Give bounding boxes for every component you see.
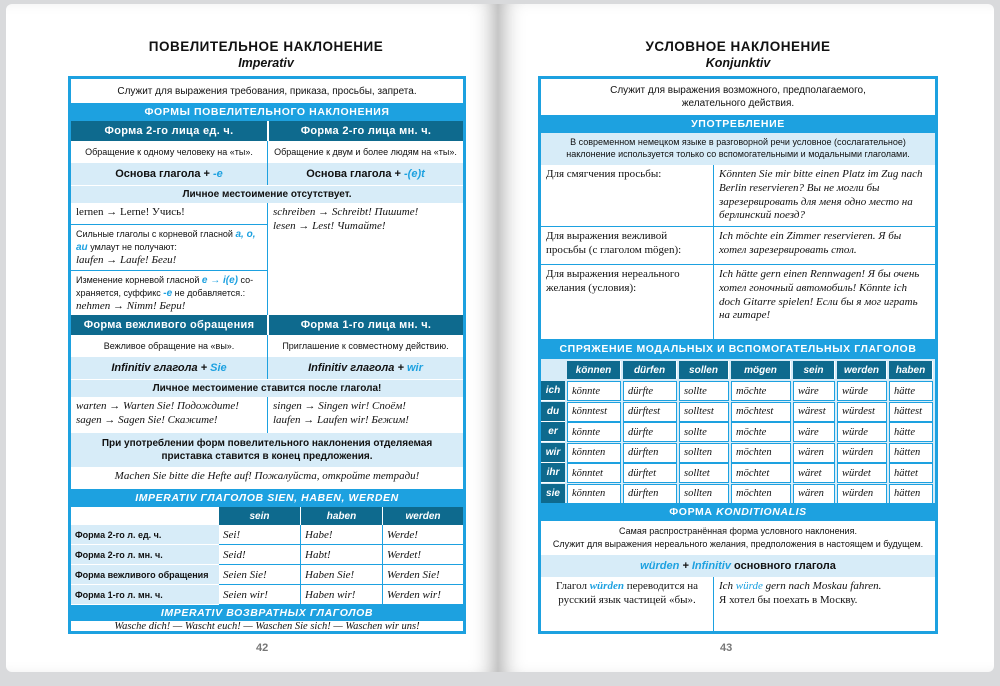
conj-cell: hätten: [889, 443, 933, 463]
col-sein: sein: [219, 507, 301, 525]
kond-example-word: würde: [735, 580, 763, 592]
conj-cell: hätten: [889, 484, 933, 504]
kond-header-text: ФОРМА: [669, 506, 713, 518]
table-cell: Seien Sie!: [219, 565, 301, 585]
use-example: Könnten Sie mir bitte einen Platz im Zug nach Berlin reservieren? Вы не могли бы зарезервировать для меня одно место на берлинский поезд?: [713, 165, 935, 227]
conj-cell: dürfte: [623, 381, 677, 401]
row-label: Форма вежливого обращения: [71, 565, 219, 585]
stem-pl-formula: [267, 163, 463, 185]
kond-note-text-2: переводится на русский язык частицей «бы».: [558, 580, 699, 606]
row-label: Форма 2-го л. ед. ч.: [71, 525, 219, 545]
change-note-suffix: -e: [163, 288, 173, 299]
kond-header-term: KONDITIONALIS: [716, 506, 807, 518]
pronoun-cell: sie: [541, 484, 565, 504]
intro-text: Служит для выражения возможного, предполагаемого, желательного действия.: [610, 85, 866, 109]
kond-formula-plus: +: [682, 560, 689, 572]
col-werden: werden: [383, 507, 463, 525]
usage-header: УПОТРЕБЛЕНИЕ: [541, 115, 935, 133]
example-lernen: lernen → Lerne! Учись!: [71, 203, 267, 225]
example-laufen-wir: laufen → Laufen wir! Бежим!: [273, 413, 409, 426]
prefix-note: При употреблении форм повелительного наклонения отделяемая приставка ставится в конец предложения.: [71, 433, 463, 467]
inf-wir-label: Infinitiv глагола +: [308, 362, 404, 374]
page-subtitle: Konjunktiv: [705, 56, 771, 70]
conj-cell: möchtest: [731, 402, 791, 422]
strong-verbs-note: [71, 225, 267, 271]
conj-cell: wäre: [793, 381, 835, 401]
table-cell: Habe!: [301, 525, 383, 545]
kond-note: [541, 577, 713, 631]
table-cell: Werde!: [383, 525, 463, 545]
example-lesen: lesen → Lest! Читайте!: [273, 219, 386, 232]
imp-verbs-header: IMPERATIV ГЛАГОЛОВ SIEN, HABEN, WERDEN: [71, 489, 463, 507]
table-cell: Habt!: [301, 545, 383, 565]
col-moegen: mögen: [731, 361, 791, 379]
use-label: Для выражения нереального желания (условия):: [546, 268, 680, 294]
form1pl-header: Форма 1-го лица мн. ч.: [269, 315, 463, 335]
right-page: [498, 4, 994, 672]
conj-cell: dürften: [623, 443, 677, 463]
page-number: 43: [720, 642, 733, 654]
conj-cell: dürften: [623, 484, 677, 504]
example-laufen: laufen → Laufe! Беги!: [76, 254, 177, 266]
kond-example-text: gern nach Moskau fahren.: [765, 580, 882, 592]
strong-note-vowels: a, o, au: [76, 229, 256, 253]
inf-wir-pronoun: wir: [406, 362, 423, 374]
conj-cell: solltet: [679, 463, 729, 483]
table-cell: Haben Sie!: [301, 565, 383, 585]
conj-cell: möchtet: [731, 463, 791, 483]
page-number: 42: [256, 642, 269, 654]
change-note-text-2: со-храняется, суффикс: [76, 275, 254, 298]
conj-cell: möchten: [731, 484, 791, 504]
conj-cell: möchten: [731, 443, 791, 463]
use-label: Для смягчения просьбы:: [541, 165, 713, 227]
plural-examples: [267, 203, 463, 315]
pronoun-cell: du: [541, 402, 565, 422]
conj-table: [541, 359, 935, 503]
kond-description: [541, 521, 935, 555]
conj-cell: wären: [793, 484, 835, 504]
row-label: Форма 1-го л. мн. ч.: [71, 585, 219, 605]
table-cell: Haben wir!: [301, 585, 383, 605]
reflexive-header: IMPERATIV ВОЗВРАТНЫХ ГЛАГОЛОВ: [71, 605, 463, 621]
kond-formula-wuerden: würden: [640, 560, 680, 572]
kond-note-word: würden: [589, 580, 624, 592]
prefix-example: Machen Sie bitte die Hefte auf! Пожалуйста, откройте тетради!: [114, 470, 420, 482]
imperativ-table: [68, 76, 466, 634]
conj-cell: könnte: [567, 381, 621, 401]
form2sg-header: Форма 2-го лица ед. ч.: [71, 121, 267, 141]
conj-cell: möchte: [731, 422, 791, 442]
conj-cell: könnte: [567, 422, 621, 442]
kond-formula-rest: основного глагола: [734, 560, 836, 572]
kond-header: [541, 503, 935, 521]
example-sagen: sagen → Sagen Sie! Скажите!: [76, 413, 218, 426]
table-cell: Werdet!: [383, 545, 463, 565]
conj-cell: wären: [793, 443, 835, 463]
open-book: [6, 4, 994, 680]
no-pronoun-note: Личное местоимение отсутствует.: [71, 185, 463, 203]
pronoun-cell: ihr: [541, 463, 565, 483]
conj-cell: würdet: [837, 463, 887, 483]
konjunktiv-table: [538, 76, 938, 634]
stem-sg-formula: [71, 163, 267, 185]
intro-text: Служит для выражения требования, приказа, просьбы, запрета.: [117, 85, 417, 97]
example-singen: singen → Singen wir! Споём!: [273, 400, 406, 412]
inf-wir-formula: [267, 357, 463, 379]
inf-sie-pronoun: Sie: [210, 362, 227, 374]
conj-cell: könntet: [567, 463, 621, 483]
polite-form-header: Форма вежливого обращения: [71, 315, 267, 335]
kond-example: [713, 577, 935, 631]
pronoun-cell: wir: [541, 443, 565, 463]
forms-header: ФОРМЫ ПОВЕЛИТЕЛЬНОГО НАКЛОНЕНИЯ: [71, 103, 463, 121]
form2sg-desc: Обращение к одному человеку на «ты».: [85, 147, 253, 157]
kond-formula: [541, 555, 935, 577]
stem-pl-label: Основа глагола +: [306, 168, 401, 180]
strong-note-text: Сильные глаголы с корневой гласной: [76, 229, 233, 239]
vowel-change-note: [71, 271, 267, 315]
use-example: Ich möchte ein Zimmer reservieren. Я бы хотел зарезервировать стол.: [713, 227, 935, 265]
inf-sie-label: Infinitiv глагола +: [111, 362, 208, 374]
conj-cell: wärest: [793, 402, 835, 422]
conj-cell: würden: [837, 484, 887, 504]
reflexive-example: Wasche dich! — Wascht euch! — Waschen Sie sich! — Waschen wir uns!: [114, 621, 420, 632]
conj-cell: könnten: [567, 443, 621, 463]
table-cell: Werden wir!: [383, 585, 463, 605]
change-note-vowels: e → i(e): [201, 275, 238, 286]
conj-cell: wäre: [793, 422, 835, 442]
col-haben: haben: [889, 361, 933, 379]
conj-cell: wäret: [793, 463, 835, 483]
stem-sg-label: Основа глагола +: [115, 168, 210, 180]
conj-cell: könnten: [567, 484, 621, 504]
use-label: Для выражения вежливой просьбы (с глаголом mögen):: [541, 227, 713, 265]
pronoun-cell: er: [541, 422, 565, 442]
invite-desc: Приглашение к совместному действию.: [267, 335, 463, 357]
conj-cell: hätte: [889, 422, 933, 442]
kond-example-ich: Ich: [719, 580, 734, 592]
pronoun-cell: ich: [541, 381, 565, 401]
change-note-text: Изменение корневой гласной: [76, 275, 200, 285]
kond-example-ru: Я хотел бы поехать в Москву.: [719, 593, 858, 606]
table-cell: Sei!: [219, 525, 301, 545]
pronoun-after-note: Личное местоимение ставится после глагола!: [71, 379, 463, 397]
col-duerfen: dürfen: [623, 361, 677, 379]
page-subtitle: Imperativ: [238, 56, 294, 70]
use-example: Ich hätte gern einen Rennwagen! Я бы очень хотел гоночный автомобиль! Könnte ich doch Gitarre spielen! Если бы я мог играть на гитаре!: [713, 265, 935, 339]
table-cell: Seid!: [219, 545, 301, 565]
page-title: ПОВЕЛИТЕЛЬНОЕ НАКЛОНЕНИЕ: [148, 39, 384, 54]
conj-cell: hättest: [889, 402, 933, 422]
stem-pl-suffix: -(e)t: [404, 168, 425, 180]
conj-cell: würde: [837, 381, 887, 401]
conj-cell: möchte: [731, 381, 791, 401]
table-cell: Werden Sie!: [383, 565, 463, 585]
col-werden: werden: [837, 361, 887, 379]
col-sein: sein: [793, 361, 835, 379]
conj-cell: sollte: [679, 422, 729, 442]
conj-cell: dürftet: [623, 463, 677, 483]
conj-cell: könntest: [567, 402, 621, 422]
wir-examples: [267, 397, 463, 433]
conj-cell: sollte: [679, 381, 729, 401]
conj-cell: würdest: [837, 402, 887, 422]
table-cell: Seien wir!: [219, 585, 301, 605]
kond-desc-1: Самая распространённая форма условного наклонения.: [619, 526, 857, 537]
conj-cell: hätte: [889, 381, 933, 401]
conj-cell: würden: [837, 443, 887, 463]
conj-cell: sollten: [679, 443, 729, 463]
conj-cell: würde: [837, 422, 887, 442]
conj-header: СПРЯЖЕНИЕ МОДАЛЬНЫХ И ВСПОМОГАТЕЛЬНЫХ ГЛАГОЛОВ: [541, 339, 935, 359]
col-sollen: sollen: [679, 361, 729, 379]
kond-desc-2: Служит для выражения нереального желания, предположения в настоящем и будущем.: [552, 539, 924, 549]
conj-cell: solltest: [679, 402, 729, 422]
left-page: [6, 4, 498, 672]
form2pl-desc: Обращение к двум и более людям на «ты».: [267, 141, 463, 163]
kond-formula-infinitiv: Infinitiv: [691, 560, 731, 572]
change-note-text-3: не добавляется.:: [174, 288, 246, 298]
col-koennen: können: [567, 361, 621, 379]
example-warten: warten → Warten Sie! Подождите!: [76, 400, 239, 412]
conj-cell: hättet: [889, 463, 933, 483]
example-nehmen: nehmen → Nimm! Бери!: [76, 300, 186, 312]
usage-note: В современном немецком языке в разговорной речи условное (сослагательное) наклонение используется только со вспомогательными и модальными глаголами.: [541, 133, 935, 165]
form2pl-header: Форма 2-го лица мн. ч.: [269, 121, 463, 141]
conj-cell: sollten: [679, 484, 729, 504]
conj-cell: dürfte: [623, 422, 677, 442]
page-title: УСЛОВНОЕ НАКЛОНЕНИЕ: [645, 39, 831, 54]
example-schreiben: schreiben → Schreibt! Пишите!: [273, 206, 419, 218]
stem-sg-suffix: -e: [213, 168, 223, 180]
row-label: Форма 2-го л. мн. ч.: [71, 545, 219, 565]
polite-desc: Вежливое обращение на «вы».: [103, 341, 235, 351]
kond-note-text: Глагол: [555, 580, 587, 592]
polite-examples: [71, 397, 267, 433]
inf-sie-formula: [71, 357, 267, 379]
col-haben: haben: [301, 507, 383, 525]
conj-cell: dürftest: [623, 402, 677, 422]
strong-note-text-2: умлаут не получают:: [90, 242, 177, 252]
